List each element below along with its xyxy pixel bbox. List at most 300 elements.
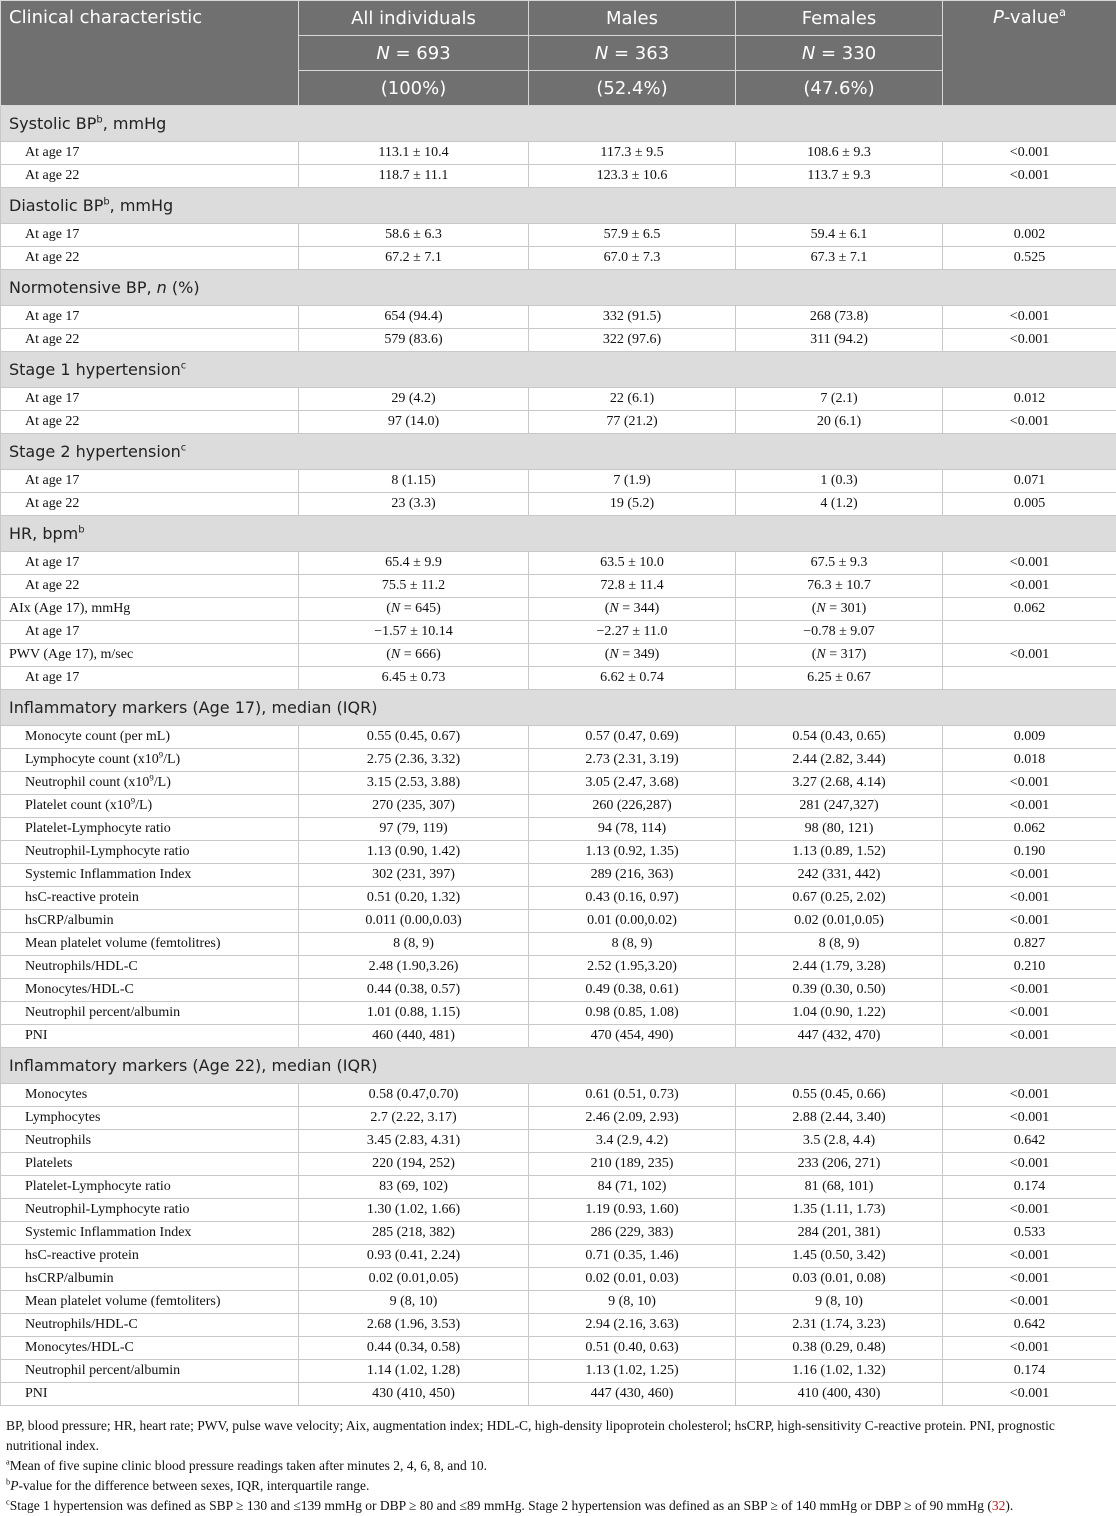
p-value-cell: <0.001 bbox=[943, 575, 1116, 598]
n-label: N bbox=[376, 43, 389, 64]
males-cell: 0.71 (0.35, 1.46) bbox=[529, 1245, 736, 1268]
table-row bbox=[1, 841, 1116, 864]
table-row bbox=[1, 1337, 1116, 1360]
label-cell: At age 17 bbox=[1, 388, 299, 411]
table-row bbox=[1, 1025, 1116, 1048]
label-cell: Monocytes/HDL-C bbox=[1, 1337, 299, 1360]
all-cell: 0.44 (0.34, 0.58) bbox=[299, 1337, 529, 1360]
label-text: Platelet count (x10 bbox=[25, 798, 131, 813]
all-cell: 75.5 ± 11.2 bbox=[299, 575, 529, 598]
p-value-cell: <0.001 bbox=[943, 1002, 1116, 1025]
all-cell: 1.13 (0.90, 1.42) bbox=[299, 841, 529, 864]
label-cell: At age 22 bbox=[1, 493, 299, 516]
males-cell: 6.62 ± 0.74 bbox=[529, 667, 736, 690]
all-cell: 118.7 ± 11.1 bbox=[299, 165, 529, 188]
label-cell: AIx (Age 17), mmHg bbox=[1, 598, 299, 621]
table-row bbox=[1, 1268, 1116, 1291]
females-cell: 4 (1.2) bbox=[736, 493, 943, 516]
p-value-cell: <0.001 bbox=[943, 142, 1116, 165]
label-cell bbox=[1, 795, 299, 818]
label-cell: At age 17 bbox=[1, 552, 299, 575]
table-row-aix-header bbox=[1, 598, 1116, 621]
males-cell: 2.46 (2.09, 2.93) bbox=[529, 1107, 736, 1130]
table-row-pwv-header bbox=[1, 644, 1116, 667]
table-row bbox=[1, 1002, 1116, 1025]
males-cell: 84 (71, 102) bbox=[529, 1176, 736, 1199]
n-value: = 645 bbox=[400, 601, 436, 616]
p-value-cell: <0.001 bbox=[943, 165, 1116, 188]
header-all-individuals: All individuals bbox=[299, 1, 529, 36]
males-cell: 322 (97.6) bbox=[529, 329, 736, 352]
p-value-cell: <0.001 bbox=[943, 795, 1116, 818]
label-cell: Neutrophils/HDL-C bbox=[1, 1314, 299, 1337]
table-row bbox=[1, 1153, 1116, 1176]
all-cell: 97 (79, 119) bbox=[299, 818, 529, 841]
table-row bbox=[1, 247, 1116, 270]
label-cell: hsC-reactive protein bbox=[1, 1245, 299, 1268]
males-cell: 8 (8, 9) bbox=[529, 933, 736, 956]
label-cell: Platelet-Lymphocyte ratio bbox=[1, 818, 299, 841]
footnote-c-text: Stage 1 hypertension was defined as SBP ≥ 130 and ≤139 mmHg or DBP ≥ 80 and ≤89 mmHg. Stage 2 hypertension was defined as an SBP ≥ of 140 mmHg or DBP ≥ of 90 mmHg ( bbox=[10, 1498, 992, 1513]
females-cell: −0.78 ± 9.07 bbox=[736, 621, 943, 644]
table-row bbox=[1, 772, 1116, 795]
all-cell: 2.68 (1.96, 3.53) bbox=[299, 1314, 529, 1337]
females-cell: 2.31 (1.74, 3.23) bbox=[736, 1314, 943, 1337]
all-cell: 0.02 (0.01,0.05) bbox=[299, 1268, 529, 1291]
section-unit: , mmHg bbox=[110, 196, 174, 215]
label-cell: Neutrophil percent/albumin bbox=[1, 1360, 299, 1383]
males-cell: 3.05 (2.47, 3.68) bbox=[529, 772, 736, 795]
males-cell: 1.13 (1.02, 1.25) bbox=[529, 1360, 736, 1383]
males-cell: (N = 349) bbox=[529, 644, 736, 667]
males-cell: 3.4 (2.9, 4.2) bbox=[529, 1130, 736, 1153]
p-value-cell: <0.001 bbox=[943, 411, 1116, 434]
p-value-cell: 0.071 bbox=[943, 470, 1116, 493]
section-stage1 bbox=[1, 352, 1116, 388]
unit-exponent: 9 bbox=[131, 795, 135, 805]
p-value-cell: <0.001 bbox=[943, 1107, 1116, 1130]
label-cell: At age 17 bbox=[1, 667, 299, 690]
table-row bbox=[1, 329, 1116, 352]
all-cell: 29 (4.2) bbox=[299, 388, 529, 411]
section-diastolic bbox=[1, 188, 1116, 224]
p-value-cell: 0.642 bbox=[943, 1314, 1116, 1337]
p-value-cell: 0.174 bbox=[943, 1176, 1116, 1199]
header-p-suffix: -value bbox=[1004, 7, 1059, 28]
section-label bbox=[1, 270, 1116, 306]
all-cell: 1.01 (0.88, 1.15) bbox=[299, 1002, 529, 1025]
males-cell: 77 (21.2) bbox=[529, 411, 736, 434]
label-cell: Neutrophils bbox=[1, 1130, 299, 1153]
all-cell: 0.51 (0.20, 1.32) bbox=[299, 887, 529, 910]
p-value-cell: 0.002 bbox=[943, 224, 1116, 247]
header-pct-females: (47.6%) bbox=[736, 71, 943, 106]
section-sup: c bbox=[181, 443, 186, 454]
table-row bbox=[1, 979, 1116, 1002]
section-label: Inflammatory markers (Age 22), median (IQR) bbox=[1, 1048, 1116, 1084]
p-value-cell bbox=[943, 621, 1116, 644]
label-cell: Neutrophil percent/albumin bbox=[1, 1002, 299, 1025]
all-cell: 270 (235, 307) bbox=[299, 795, 529, 818]
males-cell: 0.98 (0.85, 1.08) bbox=[529, 1002, 736, 1025]
section-text: Diastolic BP bbox=[9, 196, 103, 215]
section-sup: c bbox=[181, 361, 186, 372]
n-value: = 666 bbox=[400, 647, 436, 662]
table-row bbox=[1, 1130, 1116, 1153]
n-all-value: = 693 bbox=[390, 43, 451, 64]
females-cell: 0.55 (0.45, 0.66) bbox=[736, 1084, 943, 1107]
table-row bbox=[1, 933, 1116, 956]
section-sup: b bbox=[103, 197, 109, 208]
p-value-cell: 0.174 bbox=[943, 1360, 1116, 1383]
label-cell: Monocytes/HDL-C bbox=[1, 979, 299, 1002]
males-cell: 1.19 (0.93, 1.60) bbox=[529, 1199, 736, 1222]
p-value-cell: 0.642 bbox=[943, 1130, 1116, 1153]
males-cell: 123.3 ± 10.6 bbox=[529, 165, 736, 188]
p-value-cell: <0.001 bbox=[943, 552, 1116, 575]
males-cell: 0.43 (0.16, 0.97) bbox=[529, 887, 736, 910]
p-value-cell: <0.001 bbox=[943, 1245, 1116, 1268]
p-value-cell: <0.001 bbox=[943, 1268, 1116, 1291]
label-cell bbox=[1, 772, 299, 795]
table-header bbox=[1, 1, 1116, 106]
table-row bbox=[1, 165, 1116, 188]
table-row bbox=[1, 1222, 1116, 1245]
all-cell: 460 (440, 481) bbox=[299, 1025, 529, 1048]
males-cell: 2.94 (2.16, 3.63) bbox=[529, 1314, 736, 1337]
all-cell: (N = 666) bbox=[299, 644, 529, 667]
unit-tail: /L) bbox=[135, 798, 152, 813]
table-row bbox=[1, 224, 1116, 247]
females-cell: 108.6 ± 9.3 bbox=[736, 142, 943, 165]
header-n-males bbox=[529, 36, 736, 71]
females-cell: 7 (2.1) bbox=[736, 388, 943, 411]
section-stage2 bbox=[1, 434, 1116, 470]
footnote-c bbox=[6, 1496, 1110, 1516]
header-p-sup: a bbox=[1059, 6, 1066, 19]
all-cell: 0.011 (0.00,0.03) bbox=[299, 910, 529, 933]
females-cell: 20 (6.1) bbox=[736, 411, 943, 434]
all-cell: 2.7 (2.22, 3.17) bbox=[299, 1107, 529, 1130]
label-cell: Neutrophil-Lymphocyte ratio bbox=[1, 1199, 299, 1222]
table-row bbox=[1, 142, 1116, 165]
females-cell: 81 (68, 101) bbox=[736, 1176, 943, 1199]
males-cell: 63.5 ± 10.0 bbox=[529, 552, 736, 575]
table-row bbox=[1, 411, 1116, 434]
section-inflammatory-17 bbox=[1, 690, 1116, 726]
label-cell: At age 17 bbox=[1, 224, 299, 247]
males-cell: 67.0 ± 7.3 bbox=[529, 247, 736, 270]
n-label: N bbox=[609, 601, 618, 616]
p-value-cell: 0.012 bbox=[943, 388, 1116, 411]
females-cell: 1.04 (0.90, 1.22) bbox=[736, 1002, 943, 1025]
all-cell: 579 (83.6) bbox=[299, 329, 529, 352]
p-value-cell: <0.001 bbox=[943, 1383, 1116, 1406]
p-value-cell: 0.210 bbox=[943, 956, 1116, 979]
footnote-c-sup: c bbox=[6, 1498, 10, 1507]
females-cell: 59.4 ± 6.1 bbox=[736, 224, 943, 247]
footnotes bbox=[0, 1406, 1116, 1516]
table-row bbox=[1, 1383, 1116, 1406]
unit-tail: /L) bbox=[163, 752, 180, 767]
header-clinical-characteristic bbox=[1, 1, 299, 106]
all-cell: 8 (1.15) bbox=[299, 470, 529, 493]
label-cell: At age 22 bbox=[1, 329, 299, 352]
label-text: Neutrophil count (x10 bbox=[25, 775, 149, 790]
n-label: N bbox=[802, 43, 815, 64]
p-value-cell: <0.001 bbox=[943, 644, 1116, 667]
n-label: N bbox=[595, 43, 608, 64]
p-value-cell: 0.062 bbox=[943, 818, 1116, 841]
p-value-cell: <0.001 bbox=[943, 1337, 1116, 1360]
table-row bbox=[1, 956, 1116, 979]
all-cell: 9 (8, 10) bbox=[299, 1291, 529, 1314]
label-cell: PNI bbox=[1, 1025, 299, 1048]
p-value-cell: 0.005 bbox=[943, 493, 1116, 516]
males-cell: (N = 344) bbox=[529, 598, 736, 621]
p-value-cell: 0.009 bbox=[943, 726, 1116, 749]
table-row bbox=[1, 749, 1116, 772]
males-cell: 19 (5.2) bbox=[529, 493, 736, 516]
males-cell: 210 (189, 235) bbox=[529, 1153, 736, 1176]
section-hr bbox=[1, 516, 1116, 552]
all-cell: 8 (8, 9) bbox=[299, 933, 529, 956]
table-row bbox=[1, 1314, 1116, 1337]
section-label bbox=[1, 434, 1116, 470]
males-cell: 0.61 (0.51, 0.73) bbox=[529, 1084, 736, 1107]
females-cell: 242 (331, 442) bbox=[736, 864, 943, 887]
males-cell: 1.13 (0.92, 1.35) bbox=[529, 841, 736, 864]
females-cell: 67.5 ± 9.3 bbox=[736, 552, 943, 575]
males-cell: 117.3 ± 9.5 bbox=[529, 142, 736, 165]
n-value: = 349 bbox=[619, 647, 655, 662]
males-cell: 2.73 (2.31, 3.19) bbox=[529, 749, 736, 772]
label-cell: PNI bbox=[1, 1383, 299, 1406]
females-cell: 0.39 (0.30, 0.50) bbox=[736, 979, 943, 1002]
label-cell: At age 22 bbox=[1, 411, 299, 434]
males-cell: 0.51 (0.40, 0.63) bbox=[529, 1337, 736, 1360]
p-value-cell: <0.001 bbox=[943, 1084, 1116, 1107]
males-cell: 94 (78, 114) bbox=[529, 818, 736, 841]
females-cell: 76.3 ± 10.7 bbox=[736, 575, 943, 598]
label-cell: Platelet-Lymphocyte ratio bbox=[1, 1176, 299, 1199]
all-cell: 0.58 (0.47,0.70) bbox=[299, 1084, 529, 1107]
females-cell: (N = 301) bbox=[736, 598, 943, 621]
label-cell: Neutrophil-Lymphocyte ratio bbox=[1, 841, 299, 864]
p-value-cell: <0.001 bbox=[943, 864, 1116, 887]
section-normotensive bbox=[1, 270, 1116, 306]
section-n-italic: n bbox=[157, 278, 167, 297]
females-cell: 0.02 (0.01,0.05) bbox=[736, 910, 943, 933]
table-row bbox=[1, 864, 1116, 887]
label-cell: Platelets bbox=[1, 1153, 299, 1176]
n-value: = 317 bbox=[826, 647, 862, 662]
males-cell: 260 (226,287) bbox=[529, 795, 736, 818]
n-label: N bbox=[816, 647, 825, 662]
table-body bbox=[1, 106, 1116, 1406]
table-row bbox=[1, 388, 1116, 411]
label-text: Lymphocyte count (x10 bbox=[25, 752, 159, 767]
label-cell: At age 17 bbox=[1, 470, 299, 493]
all-cell: 0.44 (0.38, 0.57) bbox=[299, 979, 529, 1002]
males-cell: 57.9 ± 6.5 bbox=[529, 224, 736, 247]
section-text: Normotensive BP, bbox=[9, 278, 157, 297]
p-value-cell bbox=[943, 667, 1116, 690]
males-cell: 0.57 (0.47, 0.69) bbox=[529, 726, 736, 749]
all-cell: 2.75 (2.36, 3.32) bbox=[299, 749, 529, 772]
females-cell: 3.27 (2.68, 4.14) bbox=[736, 772, 943, 795]
table-row bbox=[1, 1291, 1116, 1314]
section-label bbox=[1, 352, 1116, 388]
p-value-cell: <0.001 bbox=[943, 329, 1116, 352]
p-value-cell: <0.001 bbox=[943, 910, 1116, 933]
all-cell: 0.55 (0.45, 0.67) bbox=[299, 726, 529, 749]
females-cell: 1.45 (0.50, 3.42) bbox=[736, 1245, 943, 1268]
females-cell: 9 (8, 10) bbox=[736, 1291, 943, 1314]
males-cell: −2.27 ± 11.0 bbox=[529, 621, 736, 644]
label-cell: hsC-reactive protein bbox=[1, 887, 299, 910]
table-row bbox=[1, 306, 1116, 329]
females-cell: 281 (247,327) bbox=[736, 795, 943, 818]
all-cell: 1.30 (1.02, 1.66) bbox=[299, 1199, 529, 1222]
males-cell: 2.52 (1.95,3.20) bbox=[529, 956, 736, 979]
females-cell: 1 (0.3) bbox=[736, 470, 943, 493]
females-cell: (N = 317) bbox=[736, 644, 943, 667]
females-cell: 268 (73.8) bbox=[736, 306, 943, 329]
section-inflammatory-22 bbox=[1, 1048, 1116, 1084]
all-cell: 97 (14.0) bbox=[299, 411, 529, 434]
p-value-cell: 0.018 bbox=[943, 749, 1116, 772]
males-cell: 286 (229, 383) bbox=[529, 1222, 736, 1245]
males-cell: 0.02 (0.01, 0.03) bbox=[529, 1268, 736, 1291]
footnote-c-end: ). bbox=[1005, 1498, 1013, 1513]
header-n-all bbox=[299, 36, 529, 71]
header-n-females bbox=[736, 36, 943, 71]
label-cell: Mean platelet volume (femtoliters) bbox=[1, 1291, 299, 1314]
females-cell: 6.25 ± 0.67 bbox=[736, 667, 943, 690]
label-cell: PWV (Age 17), m/sec bbox=[1, 644, 299, 667]
all-cell: 65.4 ± 9.9 bbox=[299, 552, 529, 575]
n-females-value: = 330 bbox=[815, 43, 876, 64]
label-cell: At age 17 bbox=[1, 306, 299, 329]
all-cell: 6.45 ± 0.73 bbox=[299, 667, 529, 690]
p-value-cell: 0.190 bbox=[943, 841, 1116, 864]
label-cell: At age 22 bbox=[1, 575, 299, 598]
section-unit: (%) bbox=[167, 278, 200, 297]
table-row bbox=[1, 552, 1116, 575]
p-value-cell: <0.001 bbox=[943, 1153, 1116, 1176]
section-text: Stage 1 hypertension bbox=[9, 360, 181, 379]
label-cell: Systemic Inflammation Index bbox=[1, 1222, 299, 1245]
n-value: = 344 bbox=[619, 601, 655, 616]
females-cell: 2.44 (1.79, 3.28) bbox=[736, 956, 943, 979]
females-cell: 67.3 ± 7.1 bbox=[736, 247, 943, 270]
males-cell: 470 (454, 490) bbox=[529, 1025, 736, 1048]
all-cell: 3.15 (2.53, 3.88) bbox=[299, 772, 529, 795]
n-value: = 301 bbox=[826, 601, 862, 616]
all-cell: 67.2 ± 7.1 bbox=[299, 247, 529, 270]
all-cell: 0.93 (0.41, 2.24) bbox=[299, 1245, 529, 1268]
label-cell: Monocyte count (per mL) bbox=[1, 726, 299, 749]
p-value-cell: 0.533 bbox=[943, 1222, 1116, 1245]
footnote-b-sup: b bbox=[6, 1478, 10, 1487]
p-value-cell: 0.062 bbox=[943, 598, 1116, 621]
table-row bbox=[1, 795, 1116, 818]
all-cell: 302 (231, 397) bbox=[299, 864, 529, 887]
n-males-value: = 363 bbox=[608, 43, 669, 64]
females-cell: 2.88 (2.44, 3.40) bbox=[736, 1107, 943, 1130]
unit-tail: /L) bbox=[154, 775, 171, 790]
footnote-b-text: -value for the difference between sexes, IQR, interquartile range. bbox=[18, 1478, 369, 1493]
footnote-a-text: Mean of five supine clinic blood pressure readings taken after minutes 2, 4, 6, 8, and 10. bbox=[10, 1458, 487, 1473]
males-cell: 0.49 (0.38, 0.61) bbox=[529, 979, 736, 1002]
all-cell: 58.6 ± 6.3 bbox=[299, 224, 529, 247]
n-label: N bbox=[391, 601, 400, 616]
males-cell: 447 (430, 460) bbox=[529, 1383, 736, 1406]
reference-link[interactable]: 32 bbox=[992, 1498, 1006, 1513]
females-cell: 1.35 (1.11, 1.73) bbox=[736, 1199, 943, 1222]
table-row bbox=[1, 1360, 1116, 1383]
all-cell: −1.57 ± 10.14 bbox=[299, 621, 529, 644]
males-cell: 0.01 (0.00,0.02) bbox=[529, 910, 736, 933]
all-cell: 430 (410, 450) bbox=[299, 1383, 529, 1406]
label-cell: hsCRP/albumin bbox=[1, 1268, 299, 1291]
table-row bbox=[1, 667, 1116, 690]
table-row bbox=[1, 1176, 1116, 1199]
males-cell: 72.8 ± 11.4 bbox=[529, 575, 736, 598]
females-cell: 98 (80, 121) bbox=[736, 818, 943, 841]
all-cell: 220 (194, 252) bbox=[299, 1153, 529, 1176]
table-row bbox=[1, 910, 1116, 933]
header-pct-males: (52.4%) bbox=[529, 71, 736, 106]
females-cell: 2.44 (2.82, 3.44) bbox=[736, 749, 943, 772]
females-cell: 410 (400, 430) bbox=[736, 1383, 943, 1406]
p-value-cell: <0.001 bbox=[943, 887, 1116, 910]
table-row bbox=[1, 621, 1116, 644]
label-cell: At age 17 bbox=[1, 142, 299, 165]
footnote-b-p: P bbox=[10, 1478, 18, 1493]
all-cell: 23 (3.3) bbox=[299, 493, 529, 516]
p-value-cell: 0.525 bbox=[943, 247, 1116, 270]
females-cell: 1.13 (0.89, 1.52) bbox=[736, 841, 943, 864]
table-row bbox=[1, 470, 1116, 493]
label-cell: hsCRP/albumin bbox=[1, 910, 299, 933]
section-unit: , mmHg bbox=[103, 114, 167, 133]
n-label: N bbox=[816, 601, 825, 616]
table-row bbox=[1, 1199, 1116, 1222]
females-cell: 284 (201, 381) bbox=[736, 1222, 943, 1245]
p-value-cell: <0.001 bbox=[943, 772, 1116, 795]
males-cell: 289 (216, 363) bbox=[529, 864, 736, 887]
footnote-abbreviations: BP, blood pressure; HR, heart rate; PWV, pulse wave velocity; Aix, augmentation index; HDL-C, high-density lipoprotein cholesterol; hsCRP, high-sensitivity C-reactive protein. PNI, prognostic nutritional index. bbox=[6, 1416, 1110, 1456]
footnote-a-sup: a bbox=[6, 1458, 10, 1467]
p-value-cell: <0.001 bbox=[943, 979, 1116, 1002]
table-row bbox=[1, 493, 1116, 516]
males-cell: 9 (8, 10) bbox=[529, 1291, 736, 1314]
p-value-cell: 0.827 bbox=[943, 933, 1116, 956]
table-row bbox=[1, 818, 1116, 841]
section-systolic bbox=[1, 106, 1116, 142]
section-label bbox=[1, 106, 1116, 142]
p-value-cell: <0.001 bbox=[943, 1291, 1116, 1314]
females-cell: 0.03 (0.01, 0.08) bbox=[736, 1268, 943, 1291]
section-text: Systolic BP bbox=[9, 114, 96, 133]
all-cell: 113.1 ± 10.4 bbox=[299, 142, 529, 165]
p-value-cell: <0.001 bbox=[943, 306, 1116, 329]
males-cell: 332 (91.5) bbox=[529, 306, 736, 329]
males-cell: 22 (6.1) bbox=[529, 388, 736, 411]
all-cell: (N = 645) bbox=[299, 598, 529, 621]
